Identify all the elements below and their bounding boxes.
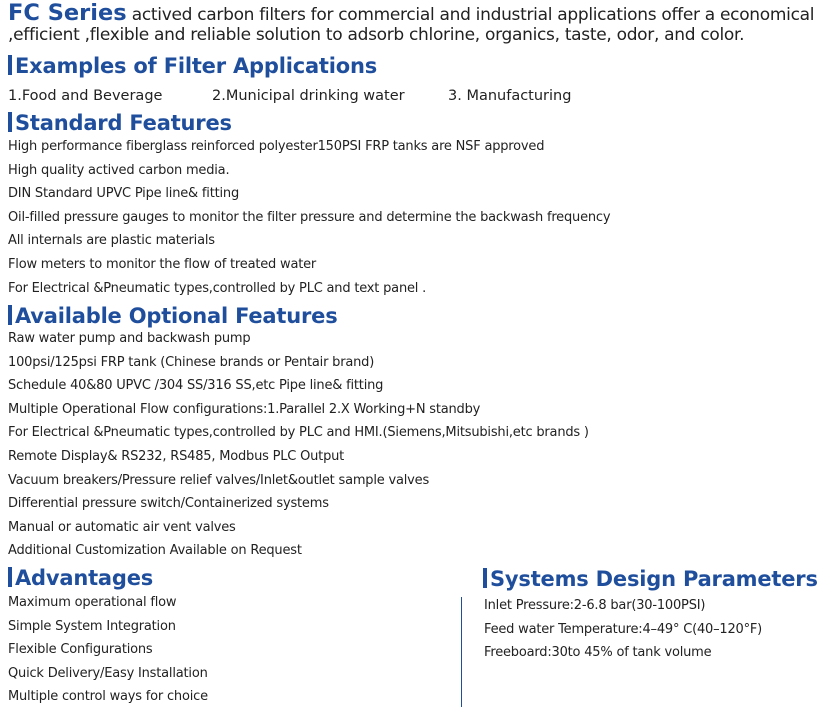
standard-features-heading — [8, 110, 232, 136]
list-item: Manual or automatic air vent valves — [8, 519, 236, 535]
list-item: Freeboard:30to 45% of tank volume — [484, 645, 712, 661]
list-item: Multiple Operational Flow configurations:1.Parallel 2.X Working+N standby — [8, 401, 481, 417]
heading-bar-marker — [8, 567, 12, 587]
list-item: DIN Standard UPVC Pipe line& fitting — [8, 186, 239, 202]
list-item: For Electrical &Pneumatic types,controlled by PLC and text panel . — [8, 280, 427, 296]
list-item: Additional Customization Available on Request — [8, 543, 302, 559]
list-item: Simple System Integration — [8, 618, 176, 634]
parameters-heading — [483, 566, 818, 592]
heading-bar-marker — [8, 112, 12, 132]
heading-bar-marker — [8, 305, 12, 325]
list-item: Multiple control ways for choice — [8, 689, 208, 705]
list-item: All internals are plastic materials — [8, 233, 215, 249]
applications-heading — [8, 53, 377, 79]
application-item: 2.Municipal drinking water — [212, 88, 405, 104]
list-item: High performance fiberglass reinforced polyester150PSI FRP tanks are NSF approved — [8, 139, 545, 154]
parameters-divider — [461, 597, 462, 707]
standard-features-list — [8, 135, 610, 300]
list-item: Oil-filled pressure gauges to monitor the filter pressure and determine the backwash frequency — [8, 209, 611, 225]
list-item: Feed water Temperature:4–49° C(40–120°F) — [484, 621, 763, 637]
list-item: Remote Display& RS232, RS485, Modbus PLC Output — [8, 448, 345, 464]
advantages-heading-text: Advantages — [15, 566, 154, 590]
intro-text: actived carbon filters for commercial and industrial applications offer a economical ,efficient ,flexible and reliable solution to adsorb chlorine, organics, taste, odor, and color. — [8, 5, 815, 45]
advantages-heading — [8, 565, 153, 591]
list-item: Flow meters to monitor the flow of treated water — [8, 256, 317, 272]
list-item: Differential pressure switch/Containerized systems — [8, 496, 329, 512]
application-item: 3. Manufacturing — [448, 88, 572, 104]
optional-features-list — [8, 327, 589, 563]
list-item: High quality actived carbon media. — [8, 162, 230, 178]
parameters-list — [484, 594, 762, 665]
heading-bar-marker — [483, 568, 487, 588]
list-item: 100psi/125psi FRP tank (Chinese brands or Pentair brand) — [8, 354, 375, 370]
intro-paragraph — [8, 0, 826, 45]
list-item: Schedule 40&80 UPVC /304 SS/316 SS,etc Pipe line& fitting — [8, 378, 384, 394]
list-item: Quick Delivery/Easy Installation — [8, 665, 208, 681]
standard-features-heading-text: Standard Features — [15, 111, 232, 135]
application-item: 1.Food and Beverage — [8, 88, 163, 104]
list-item: Vacuum breakers/Pressure relief valves/Inlet&outlet sample valves — [8, 472, 430, 488]
heading-bar-marker — [8, 55, 12, 75]
applications-heading-text: Examples of Filter Applications — [15, 54, 378, 78]
list-item: Raw water pump and backwash pump — [8, 331, 251, 346]
list-item: Inlet Pressure:2-6.8 bar(30-100PSI) — [484, 598, 706, 613]
parameters-heading-text: Systems Design Parameters — [490, 567, 818, 591]
advantages-list — [8, 591, 208, 709]
optional-features-heading-text: Available Optional Features — [15, 304, 338, 328]
list-item: For Electrical &Pneumatic types,controlled by PLC and HMI.(Siemens,Mitsubishi,etc brands ) — [8, 425, 589, 441]
optional-features-heading — [8, 303, 338, 329]
list-item: Maximum operational flow — [8, 595, 177, 610]
series-name: FC Series — [8, 0, 127, 26]
list-item: Flexible Configurations — [8, 642, 153, 658]
